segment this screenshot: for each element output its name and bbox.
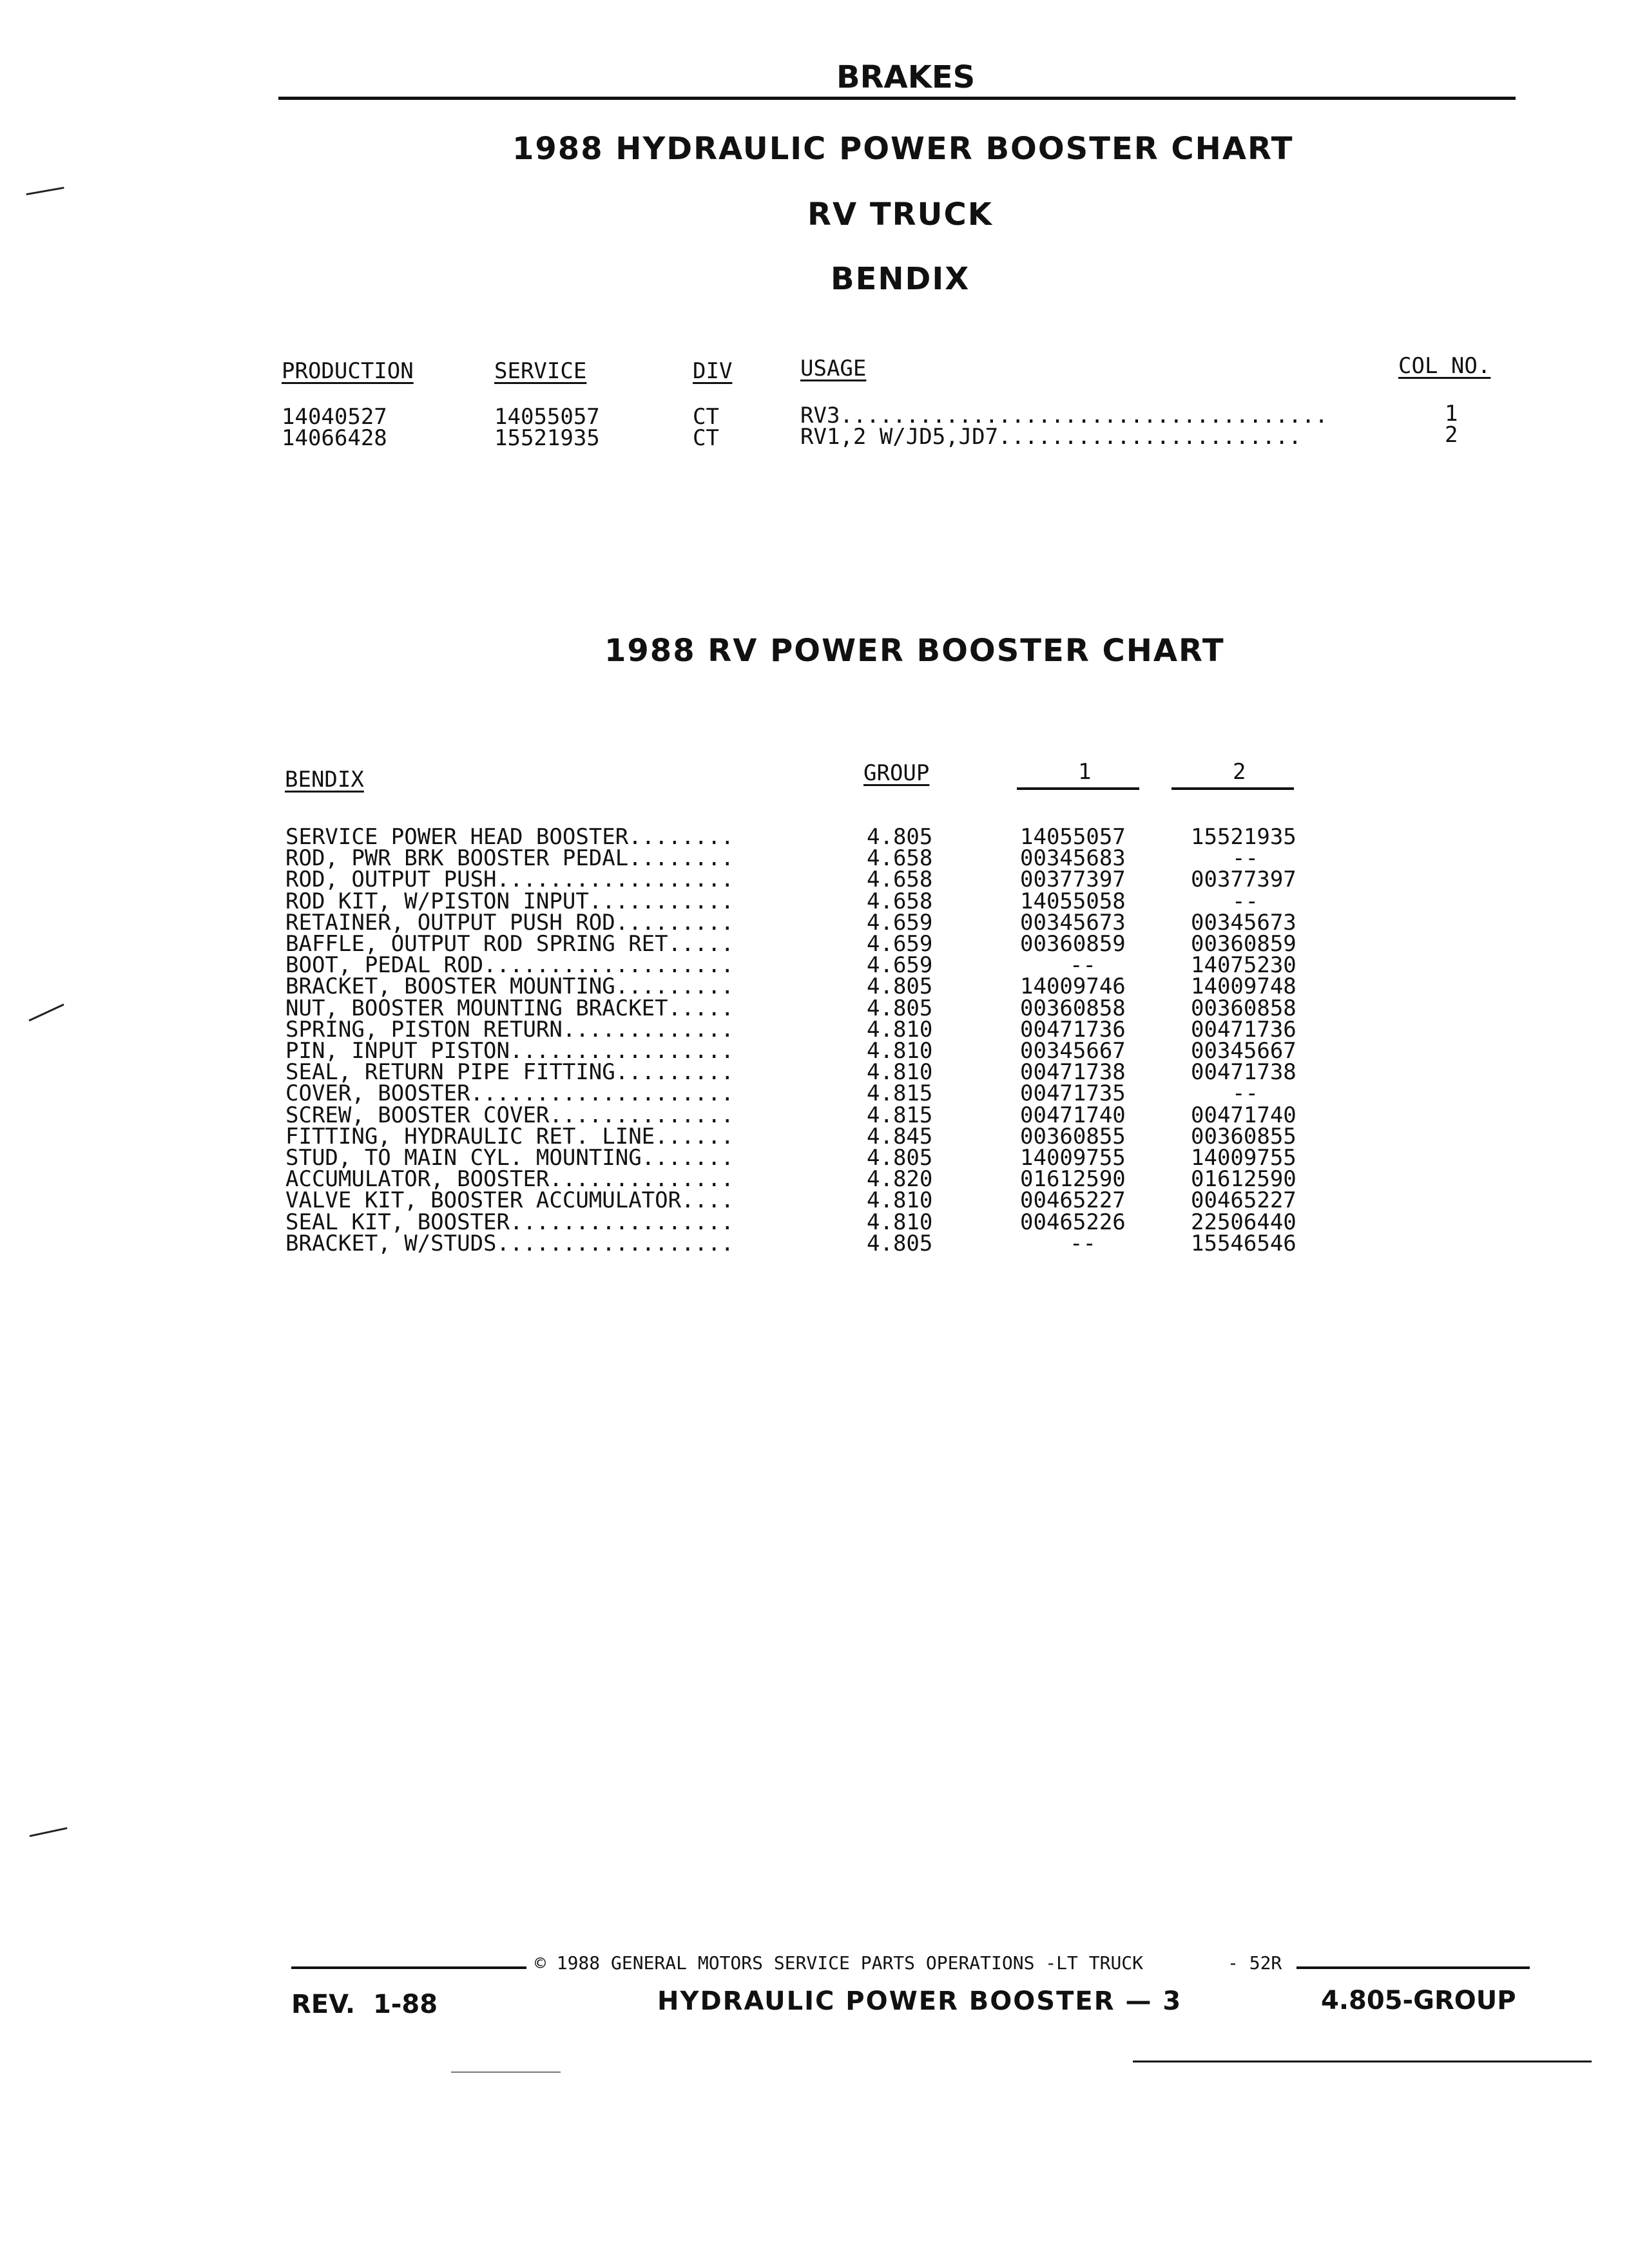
part-group: 4.810: [867, 1016, 933, 1043]
part-description: BRACKET, BOOSTER MOUNTING.........: [285, 974, 734, 1000]
col-2-underline: [1171, 787, 1294, 790]
part-number-col-1: 00345673: [1020, 909, 1126, 936]
usage-production: 14066428: [282, 425, 387, 451]
part-description: ACCUMULATOR, BOOSTER..............: [285, 1166, 734, 1193]
part-number-col-2: 14009755: [1191, 1145, 1296, 1171]
footer-revision: REV. 1-88: [291, 1990, 438, 2019]
parts-header-group: GROUP: [863, 760, 930, 786]
part-number-col-1: --: [1070, 952, 1096, 979]
part-number-col-2: 00471736: [1191, 1016, 1296, 1043]
parts-row: [0, 1102, 1629, 1128]
parts-row: [0, 931, 1629, 957]
part-group: 4.815: [867, 1081, 933, 1107]
part-number-col-2: 00345667: [1191, 1038, 1296, 1064]
footer-group: 4.805-GROUP: [1321, 1986, 1516, 2015]
parts-row: [0, 1081, 1629, 1107]
part-description: BOOT, PEDAL ROD...................: [285, 952, 734, 979]
part-number-col-1: 14055058: [1020, 888, 1126, 914]
parts-row: [0, 1059, 1629, 1086]
parts-row: [0, 867, 1629, 893]
part-number-col-1: 14009755: [1020, 1145, 1126, 1171]
part-group: 4.845: [867, 1123, 933, 1149]
usage-header-div: DIV: [693, 358, 733, 384]
part-description: ROD KIT, W/PISTON INPUT...........: [285, 888, 734, 914]
part-number-col-2: 14009748: [1191, 974, 1296, 1000]
part-group: 4.658: [867, 888, 933, 914]
chart-subtitle-vehicle: RV TRUCK: [807, 197, 993, 233]
col-1-underline: [1017, 787, 1139, 790]
part-number-col-2: 14075230: [1191, 952, 1296, 979]
part-number-col-2: 00360858: [1191, 995, 1296, 1021]
part-group: 4.805: [867, 995, 933, 1021]
part-description: FITTING, HYDRAULIC RET. LINE......: [285, 1123, 734, 1149]
part-group: 4.810: [867, 1038, 933, 1064]
part-group: 4.658: [867, 867, 933, 893]
part-group: 4.805: [867, 824, 933, 850]
chart-title: 1988 HYDRAULIC POWER BOOSTER CHART: [512, 131, 1294, 167]
part-number-col-2: 15546546: [1191, 1230, 1296, 1256]
usage-col: 1: [1445, 401, 1458, 427]
header-rule: [278, 97, 1516, 100]
part-number-col-2: 00471738: [1191, 1059, 1296, 1086]
part-group: 4.810: [867, 1209, 933, 1235]
part-number-col-1: 00465227: [1020, 1187, 1126, 1214]
part-group: 4.805: [867, 1145, 933, 1171]
part-group: 4.659: [867, 931, 933, 957]
part-group: 4.815: [867, 1102, 933, 1128]
footer-bottom-rule-short: [451, 2071, 561, 2073]
parts-row: [0, 974, 1629, 1000]
parts-header-bendix: BENDIX: [285, 767, 364, 793]
part-group: 4.659: [867, 909, 933, 936]
footer-bottom-rule: [1133, 2061, 1592, 2062]
part-description: COVER, BOOSTER....................: [285, 1081, 734, 1107]
parts-row: [0, 888, 1629, 914]
part-description: STUD, TO MAIN CYL. MOUNTING.......: [285, 1145, 734, 1171]
parts-header-col-1: 1: [1078, 759, 1092, 785]
part-description: SCREW, BOOSTER COVER..............: [285, 1102, 734, 1128]
usage-div: CT: [693, 404, 719, 430]
usage-header-service: SERVICE: [494, 358, 587, 384]
parts-row: [0, 1187, 1629, 1214]
part-description: ROD, PWR BRK BOOSTER PEDAL........: [285, 845, 734, 872]
scan-mark: [26, 187, 64, 195]
parts-row: [0, 1038, 1629, 1064]
part-number-col-1: 00471740: [1020, 1102, 1126, 1128]
parts-header-col-2: 2: [1233, 759, 1246, 785]
parts-row: [0, 845, 1629, 872]
chart-subtitle-brand: BENDIX: [831, 261, 970, 297]
footer-title: HYDRAULIC POWER BOOSTER — 3: [657, 1986, 1182, 2016]
section-title: BRAKES: [836, 59, 976, 95]
part-number-col-1: --: [1070, 1230, 1096, 1256]
parts-row: [0, 824, 1629, 850]
usage-service: 15521935: [494, 425, 600, 451]
part-description: SEAL KIT, BOOSTER.................: [285, 1209, 734, 1235]
parts-row: [0, 1145, 1629, 1171]
part-number-col-2: 00360859: [1191, 931, 1296, 957]
part-description: SERVICE POWER HEAD BOOSTER........: [285, 824, 734, 850]
part-description: NUT, BOOSTER MOUNTING BRACKET.....: [285, 995, 734, 1021]
usage-header-production: PRODUCTION: [282, 358, 414, 384]
part-number-col-1: 00377397: [1020, 867, 1126, 893]
part-number-col-1: 14055057: [1020, 824, 1126, 850]
usage-production: 14040527: [282, 404, 387, 430]
parts-row: [0, 1016, 1629, 1043]
part-description: BRACKET, W/STUDS..................: [285, 1230, 734, 1256]
part-number-col-1: 00360858: [1020, 995, 1126, 1021]
part-number-col-1: 00465226: [1020, 1209, 1126, 1235]
usage-col: 2: [1445, 422, 1458, 448]
part-group: 4.805: [867, 974, 933, 1000]
usage-header-col-no: COL NO.: [1398, 353, 1491, 379]
parts-chart-title: 1988 RV POWER BOOSTER CHART: [604, 633, 1225, 669]
part-description: BAFFLE, OUTPUT ROD SPRING RET.....: [285, 931, 734, 957]
part-group: 4.820: [867, 1166, 933, 1193]
part-number-col-1: 00360855: [1020, 1123, 1126, 1149]
part-group: 4.810: [867, 1059, 933, 1086]
usage-service: 14055057: [494, 404, 600, 430]
part-number-col-1: 00360859: [1020, 931, 1126, 957]
part-number-col-2: 00360855: [1191, 1123, 1296, 1149]
parts-row: [0, 952, 1629, 979]
footer-rule-right: [1296, 1966, 1530, 1969]
part-group: 4.805: [867, 1230, 933, 1256]
footer-rule-left: [291, 1966, 526, 1969]
part-number-col-2: 15521935: [1191, 824, 1296, 850]
part-number-col-2: 00471740: [1191, 1102, 1296, 1128]
parts-row: [0, 1123, 1629, 1149]
parts-row: [0, 995, 1629, 1021]
parts-row: [0, 909, 1629, 936]
part-number-col-2: 00465227: [1191, 1187, 1296, 1214]
part-number-col-2: 00377397: [1191, 867, 1296, 893]
usage-div: CT: [693, 425, 719, 451]
part-description: ROD, OUTPUT PUSH..................: [285, 867, 734, 893]
part-number-col-2: 00345673: [1191, 909, 1296, 936]
part-number-col-2: 22506440: [1191, 1209, 1296, 1235]
part-number-col-1: 00471736: [1020, 1016, 1126, 1043]
parts-row: [0, 1166, 1629, 1193]
part-description: VALVE KIT, BOOSTER ACCUMULATOR....: [285, 1187, 734, 1214]
part-description: SPRING, PISTON RETURN.............: [285, 1016, 734, 1043]
part-number-col-1: 14009746: [1020, 974, 1126, 1000]
part-description: SEAL, RETURN PIPE FITTING.........: [285, 1059, 734, 1086]
part-description: PIN, INPUT PISTON.................: [285, 1038, 734, 1064]
footer-copyright: © 1988 GENERAL MOTORS SERVICE PARTS OPERATIONS -LT TRUCK: [535, 1952, 1144, 1974]
parts-row: [0, 1230, 1629, 1256]
part-group: 4.658: [867, 845, 933, 872]
part-number-col-2: 01612590: [1191, 1166, 1296, 1193]
part-number-col-1: 00471738: [1020, 1059, 1126, 1086]
part-number-col-1: 01612590: [1020, 1166, 1126, 1193]
part-group: 4.810: [867, 1187, 933, 1214]
part-number-col-2: --: [1232, 1081, 1258, 1107]
part-number-col-1: 00471735: [1020, 1081, 1126, 1107]
part-number-col-2: --: [1232, 888, 1258, 914]
usage-header-usage: USAGE: [800, 356, 867, 381]
part-number-col-1: 00345667: [1020, 1038, 1126, 1064]
part-number-col-1: 00345683: [1020, 845, 1126, 872]
parts-row: [0, 1209, 1629, 1235]
usage-usage: RV3.....................................: [800, 403, 1328, 428]
part-group: 4.659: [867, 952, 933, 979]
footer-page-code: - 52R: [1228, 1952, 1282, 1974]
scan-mark: [29, 1827, 67, 1837]
part-description: RETAINER, OUTPUT PUSH ROD.........: [285, 909, 734, 936]
usage-usage: RV1,2 W/JD5,JD7.......................: [800, 424, 1302, 450]
part-number-col-2: --: [1232, 845, 1258, 872]
